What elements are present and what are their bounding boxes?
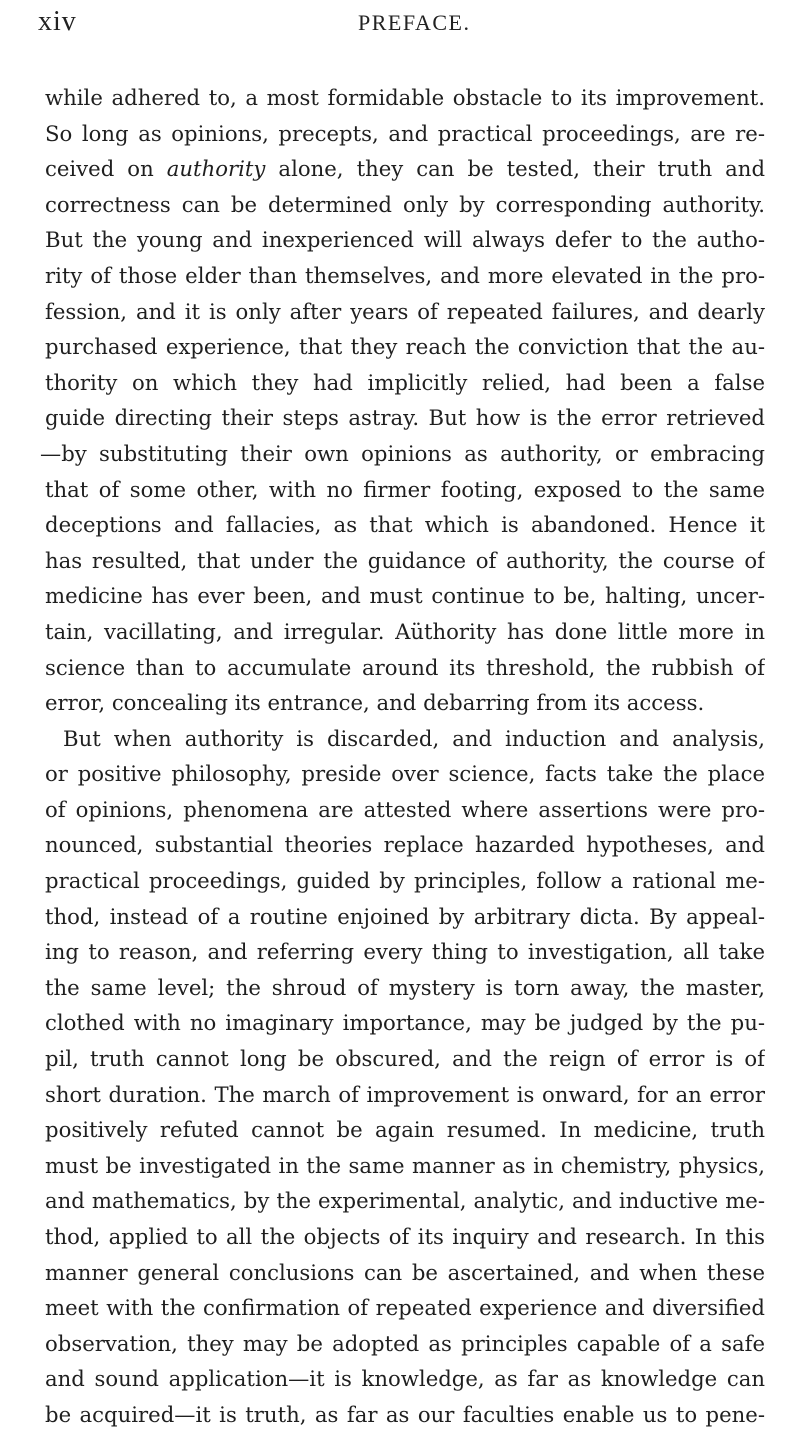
text-line: guide directing their steps astray. But how is the error retrieved <box>45 405 765 431</box>
text-line: meet with the confirmation of repeated experience and diversified <box>45 1295 765 1321</box>
text-line: error, concealing its entrance, and debarring from its access. <box>45 690 705 716</box>
text-line: observation, they may be adopted as principles capable of a safe <box>45 1330 765 1356</box>
text-line: while adhered to, a most formidable obstacle to its improvement. <box>45 85 765 110</box>
text-line: short duration. The march of improvement is onward, for an error <box>45 1081 765 1107</box>
text-line: thority on which they had implicitly relied, had been a false <box>45 369 765 395</box>
text-line: must be investigated in the same manner as in chemistry, physics, <box>45 1152 765 1178</box>
text-line: But the young and inexperienced will always defer to the autho- <box>45 227 765 253</box>
text-line: thod, instead of a routine enjoined by arbitrary dicta. By appeal- <box>45 903 765 929</box>
text-line: ing to reason, and referring every thing to investigation, all take <box>45 939 765 965</box>
text-line: deceptions and fallacies, as that which is abandoned. Hence it <box>45 512 765 538</box>
running-head <box>38 2 762 52</box>
text-span: ceived on <box>45 156 167 182</box>
text-line: of opinions, phenomena are attested where assertions were pro- <box>45 796 765 822</box>
text-line: the same level; the shroud of mystery is torn away, the master, <box>45 974 765 1000</box>
text-line: and sound application—it is knowledge, as far as knowledge can <box>45 1366 765 1392</box>
text-line: thod, applied to all the objects of its inquiry and research. In this <box>45 1224 765 1249</box>
text-line: —by substituting their own opinions as authority, or embracing <box>40 440 765 466</box>
text-line <box>45 151 765 187</box>
text-line: fession, and it is only after years of repeated failures, and dearly <box>45 298 765 324</box>
body-text <box>40 80 765 1433</box>
text-line: purchased experience, that they reach the conviction that the au- <box>45 334 765 360</box>
page-number: xiv <box>38 6 77 37</box>
text-line: that of some other, with no firmer footing, exposed to the same <box>45 476 765 502</box>
text-line: be acquired—it is truth, as far as our faculties enable us to pene- <box>45 1401 765 1427</box>
italic-word: authority <box>166 156 266 182</box>
text-line: and mathematics, by the experimental, analytic, and inductive me- <box>45 1188 765 1214</box>
text-line: But when authority is discarded, and induction and analysis, <box>63 725 765 751</box>
text-line: correctness can be determined only by corresponding authority. <box>45 191 765 217</box>
running-title: PREFACE. <box>358 10 471 35</box>
text-line: positively refuted cannot be again resumed. In medicine, truth <box>45 1117 765 1143</box>
text-line: nounced, substantial theories replace hazarded hypotheses, and <box>45 832 765 858</box>
text-line: has resulted, that under the guidance of authority, the course of <box>45 547 765 573</box>
text-line: science than to accumulate around its threshold, the rubbish of <box>45 654 765 680</box>
text-line: tain, vacillating, and irregular. Aüthority has done little more in <box>45 618 765 644</box>
text-line: manner general conclusions can be ascertained, and when these <box>45 1259 765 1285</box>
text-span: alone, they can be tested, their truth and <box>265 156 765 182</box>
text-line: medicine has ever been, and must continue to be, halting, uncer- <box>45 583 765 609</box>
text-line: clothed with no imaginary importance, may be judged by the pu- <box>45 1010 765 1036</box>
text-line: pil, truth cannot long be obscured, and the reign of error is of <box>45 1046 765 1072</box>
text-line: practical proceedings, guided by principles, follow a rational me- <box>45 868 765 894</box>
text-line: rity of those elder than themselves, and more elevated in the pro- <box>45 262 765 288</box>
text-line: or positive philosophy, preside over science, facts take the place <box>45 761 765 787</box>
text-line: So long as opinions, precepts, and practical proceedings, are re- <box>45 120 765 146</box>
